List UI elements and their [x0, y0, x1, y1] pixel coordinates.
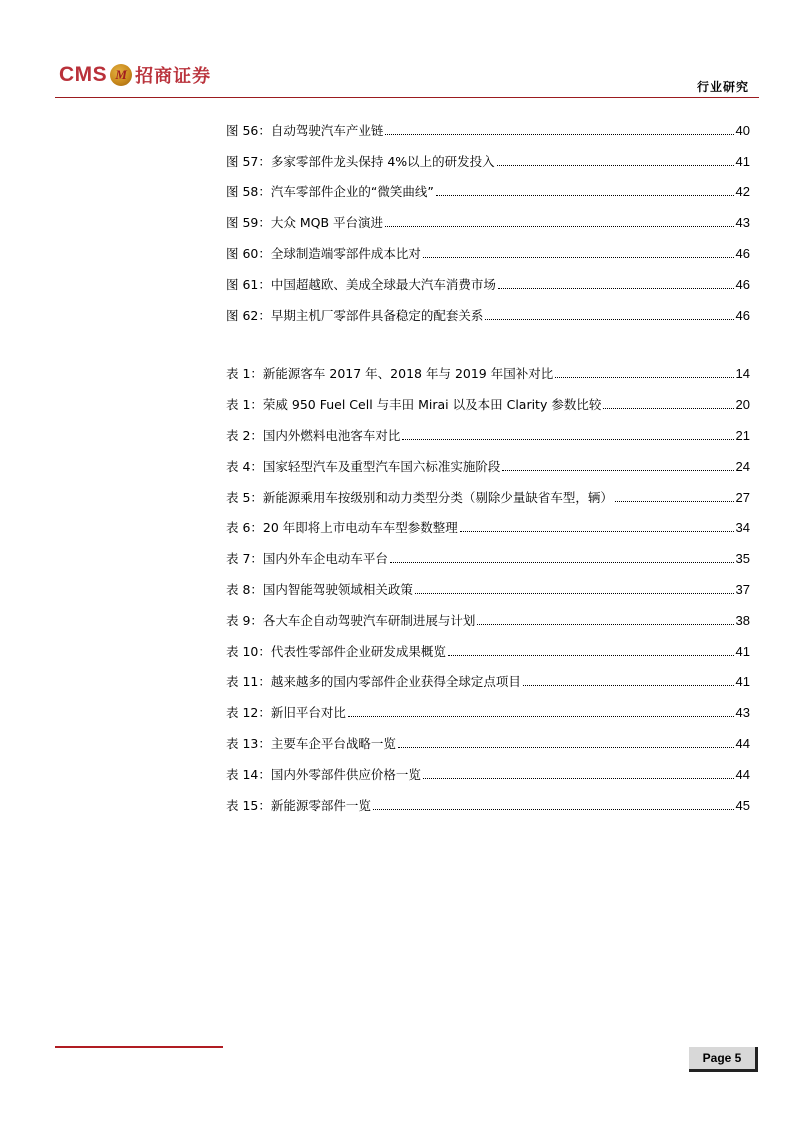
figure-toc-entry[interactable]: [226, 199, 750, 230]
toc-entry-label: 表 1：新能源客车 2017 年、2018 年与 2019 年国补对比: [226, 366, 554, 382]
toc-entry-page: 37: [735, 581, 750, 597]
toc-entry-page: 35: [735, 551, 750, 567]
toc-entry-label: 表 8：国内智能驾驶领域相关政策: [226, 581, 413, 597]
dot-leader: [415, 592, 734, 594]
figure-toc-entry[interactable]: [226, 292, 750, 323]
logo-cms-text: CMS: [59, 63, 108, 86]
table-toc-entry[interactable]: [226, 597, 750, 628]
toc-entry-page: 41: [735, 674, 750, 690]
toc-entry-page: 46: [735, 245, 750, 261]
toc-entry-page: 41: [735, 643, 750, 659]
dot-leader: [502, 469, 733, 471]
figure-toc-entry[interactable]: [226, 230, 750, 261]
figure-list: [226, 107, 750, 323]
toc-entry-page: 43: [735, 705, 750, 721]
dot-leader: [498, 287, 734, 289]
table-toc-entry[interactable]: [226, 720, 750, 751]
figure-toc-entry[interactable]: [226, 261, 750, 292]
table-toc-entry[interactable]: [226, 751, 750, 782]
table-toc-entry[interactable]: [226, 443, 750, 474]
toc-entry-page: 41: [735, 153, 750, 169]
toc-entry-page: 46: [735, 307, 750, 323]
toc-entry-page: 38: [735, 612, 750, 628]
dot-leader: [385, 133, 733, 135]
toc-entry-label: 图 57：多家零部件龙头保持 4%以上的研发投入: [226, 153, 495, 169]
dot-leader: [402, 438, 733, 440]
dot-leader: [373, 808, 734, 810]
toc-entry-page: 21: [735, 427, 750, 443]
toc-entry-page: 14: [735, 366, 750, 382]
header-divider: [55, 97, 759, 98]
dot-leader: [448, 654, 734, 656]
toc-entry-label: 表 4：国家轻型汽车及重型汽车国六标准实施阶段: [226, 458, 501, 474]
table-toc-entry[interactable]: [226, 474, 750, 505]
table-toc-entry[interactable]: [226, 381, 750, 412]
toc-entry-page: 44: [735, 735, 750, 751]
toc-entry-label: 图 60：全球制造端零部件成本比对: [226, 245, 421, 261]
dot-leader: [523, 684, 734, 686]
toc-entry-label: 图 62：早期主机厂零部件具备稳定的配套关系: [226, 307, 484, 323]
table-toc-entry[interactable]: [226, 628, 750, 659]
dot-leader: [615, 500, 734, 502]
toc-entry-page: 24: [735, 458, 750, 474]
company-logo: [59, 62, 211, 88]
table-toc-entry[interactable]: [226, 566, 750, 597]
toc-entry-label: 表 9：各大车企自动驾驶汽车研制进展与计划: [226, 612, 476, 628]
toc-entry-label: 表 14：国内外零部件供应价格一览: [226, 766, 421, 782]
report-category: 行业研究: [696, 80, 749, 94]
toc-entry-label: 表 12：新旧平台对比: [226, 705, 346, 721]
toc-entry-label: 图 59：大众 MQB 平台演进: [226, 215, 384, 231]
dot-leader: [603, 407, 733, 409]
dot-leader: [477, 623, 733, 625]
figure-toc-entry[interactable]: [226, 169, 750, 200]
dot-leader: [555, 376, 733, 378]
toc-entry-label: 表 15：新能源零部件一览: [226, 797, 371, 813]
table-toc-entry[interactable]: [226, 535, 750, 566]
table-toc-entry[interactable]: [226, 659, 750, 690]
table-toc-entry[interactable]: [226, 689, 750, 720]
toc-entry-label: 表 13：主要车企平台战略一览: [226, 735, 396, 751]
table-toc-entry[interactable]: [226, 412, 750, 443]
dot-leader: [436, 194, 734, 196]
toc-entry-page: 40: [735, 122, 750, 138]
dot-leader: [497, 164, 734, 166]
toc-entry-label: 表 10：代表性零部件企业研发成果概览: [226, 643, 446, 659]
dot-leader: [423, 256, 734, 258]
dot-leader: [398, 746, 734, 748]
toc-entry-page: 27: [735, 489, 750, 505]
page-number: Page 5: [689, 1047, 758, 1072]
table-of-contents: [226, 107, 750, 813]
dot-leader: [485, 318, 733, 320]
toc-entry-label: 图 61：中国超越欧、美成全球最大汽车消费市场: [226, 276, 496, 292]
table-toc-entry[interactable]: [226, 351, 750, 382]
toc-entry-page: 20: [735, 397, 750, 413]
toc-entry-label: 表 1：荣威 950 Fuel Cell 与丰田 Mirai 以及本田 Clarity 参数比较: [226, 397, 602, 413]
section-gap: [226, 323, 750, 351]
table-toc-entry[interactable]: [226, 782, 750, 813]
logo-chinese-text: 招商证券: [135, 66, 212, 87]
dot-leader: [385, 225, 734, 227]
logo-emblem-icon: M: [110, 64, 132, 86]
table-toc-entry[interactable]: [226, 505, 750, 536]
toc-entry-label: 表 2：国内外燃料电池客车对比: [226, 427, 401, 443]
dot-leader: [460, 530, 734, 532]
toc-entry-label: 表 6：20 年即将上市电动车车型参数整理: [226, 520, 458, 536]
toc-entry-label: 表 11：越来越多的国内零部件企业获得全球定点项目: [226, 674, 521, 690]
toc-entry-page: 34: [735, 520, 750, 536]
toc-entry-page: 44: [735, 766, 750, 782]
dot-leader: [390, 561, 734, 563]
table-list: [226, 351, 750, 813]
toc-entry-label: 表 5：新能源乘用车按级别和动力类型分类（剔除少量缺省车型，辆）: [226, 489, 613, 505]
dot-leader: [423, 777, 734, 779]
toc-entry-page: 42: [735, 184, 750, 200]
figure-toc-entry[interactable]: [226, 138, 750, 169]
toc-entry-label: 图 58：汽车零部件企业的“微笑曲线”: [226, 184, 434, 200]
toc-entry-page: 46: [735, 276, 750, 292]
toc-entry-label: 表 7：国内外车企电动车平台: [226, 551, 388, 567]
figure-toc-entry[interactable]: [226, 107, 750, 138]
toc-entry-page: 45: [735, 797, 750, 813]
toc-entry-label: 图 56：自动驾驶汽车产业链: [226, 122, 384, 138]
toc-entry-page: 43: [735, 215, 750, 231]
dot-leader: [348, 715, 734, 717]
footer-divider: [55, 1046, 223, 1048]
